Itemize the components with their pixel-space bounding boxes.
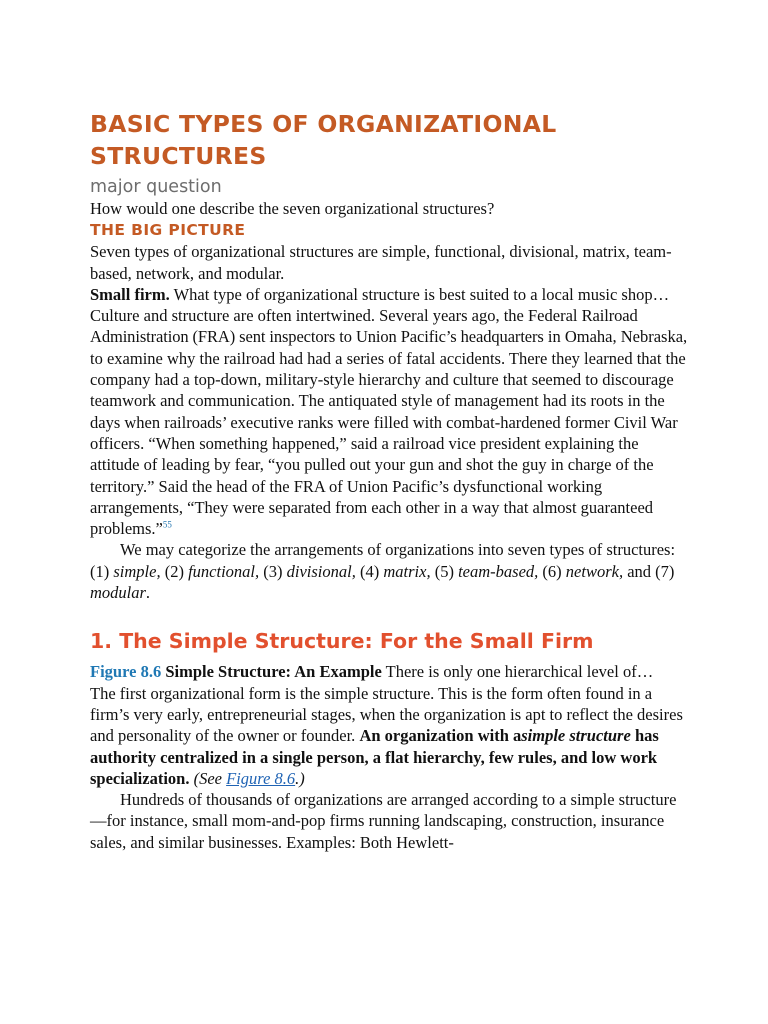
page-title xyxy=(90,108,690,172)
type-modular: modular xyxy=(90,583,146,603)
culture-text-5: executive ranks were filled with combat-hardened former Civil War officers. xyxy=(90,412,678,453)
type-team-based: team-based, xyxy=(458,561,539,581)
sep-2: (2) xyxy=(160,561,189,581)
hundreds-paragraph: Hundreds of thousands of organizations are arranged according to a simple structure—for instance, small mom-and-pop firms running landscaping, construction, insurance sales, and similar businesses. Examples: Both Hewlett- xyxy=(90,790,677,852)
culture-text-1: Culture and structure are often intertwined. Several years ago, the Federal xyxy=(90,306,582,326)
sep-8: . xyxy=(145,583,151,603)
definition-term: simple structure xyxy=(521,726,631,746)
simple-text-2: found in a firm’s very early, entrepreneurial stages, when the organization is apt xyxy=(90,683,653,724)
big-picture-text: Seven types of organizational structures are simple, functional, divisional, matrix, team-based, network, and modular. xyxy=(90,242,672,283)
figure-ref-link[interactable]: Figure 8.6 xyxy=(90,662,162,682)
type-simple: simple, xyxy=(113,561,161,581)
categorize-paragraph xyxy=(90,539,690,603)
type-functional: functional, xyxy=(188,561,260,581)
section-heading-simple-structure: 1. The Simple Structure: For the Small Firm xyxy=(90,629,594,654)
culture-quote: “When something happened,” said a railroad vice president explaining the attitude of leading by fear, “you pulled out your gun and shot the guy in charge of the territory.” Said the head of the FRA of Union Pacific’s dysfunctional working arrangements, “They were separated from each other in a way that almost guaranteed problems.” xyxy=(90,433,654,539)
small-firm-label: Small firm. xyxy=(90,284,170,304)
type-network: network, xyxy=(565,561,624,581)
definition-bold-1: An organization with a xyxy=(359,726,522,746)
categorize-text: We may categorize the arrangements of organizations into seven types of structures: (1) xyxy=(90,540,676,581)
sep-3: (3) xyxy=(259,561,287,581)
sep-4: (4) xyxy=(355,561,384,581)
culture-text-2: Railroad Administration (FRA) sent inspectors to Union Pacific’s headquarters xyxy=(90,306,638,347)
sep-5: (5) xyxy=(430,561,459,581)
simple-text-1: The first organizational form is the simple structure. This is the form often xyxy=(90,683,586,703)
see-open: (See xyxy=(189,768,227,788)
figure-8-6-link[interactable]: Figure 8.6 xyxy=(226,768,296,788)
simple-text-3: to reflect the desires and personality of the owner or founder. xyxy=(90,704,683,746)
definition-bold-2: has authority centralized in a single person, a flat hierarchy, few rules, and low work specialization. xyxy=(90,726,659,788)
big-picture-label: THE BIG PICTURE xyxy=(90,221,246,240)
simple-structure-paragraph xyxy=(90,683,690,789)
culture-text-4: its roots in the days when railroads’ xyxy=(90,391,665,432)
title-line-1: BASIC TYPES OF ORGANIZATIONAL xyxy=(90,110,557,138)
see-close: .) xyxy=(295,768,305,788)
sep-7: and (7) xyxy=(623,561,675,581)
figure-caption xyxy=(90,661,690,682)
footnote-ref-55[interactable]: 55 xyxy=(162,519,172,530)
small-firm-text: What type of organizational structure is best suited to a local music shop… xyxy=(169,284,670,304)
culture-paragraph xyxy=(90,305,690,539)
major-question-label: major question xyxy=(90,177,222,197)
small-firm-paragraph xyxy=(90,284,690,305)
type-divisional: divisional, xyxy=(286,561,356,581)
type-matrix: matrix, xyxy=(383,561,431,581)
document-body xyxy=(90,108,690,853)
culture-text-3: in Omaha, Nebraska, to examine why the railroad had had a series of fatal accidents. There they learned that the company had a top-down, military-style hierarchy and culture that seemed to discourage teamwork and communication. The antiquated style of management had xyxy=(90,327,688,411)
major-question-text: How would one describe the seven organizational structures? xyxy=(90,199,495,218)
title-line-2: STRUCTURES xyxy=(90,142,267,170)
figure-caption-text: There is only one hierarchical level of… xyxy=(381,662,654,682)
figure-caption-title: Simple Structure: An Example xyxy=(161,662,382,682)
sep-6: (6) xyxy=(538,561,566,581)
